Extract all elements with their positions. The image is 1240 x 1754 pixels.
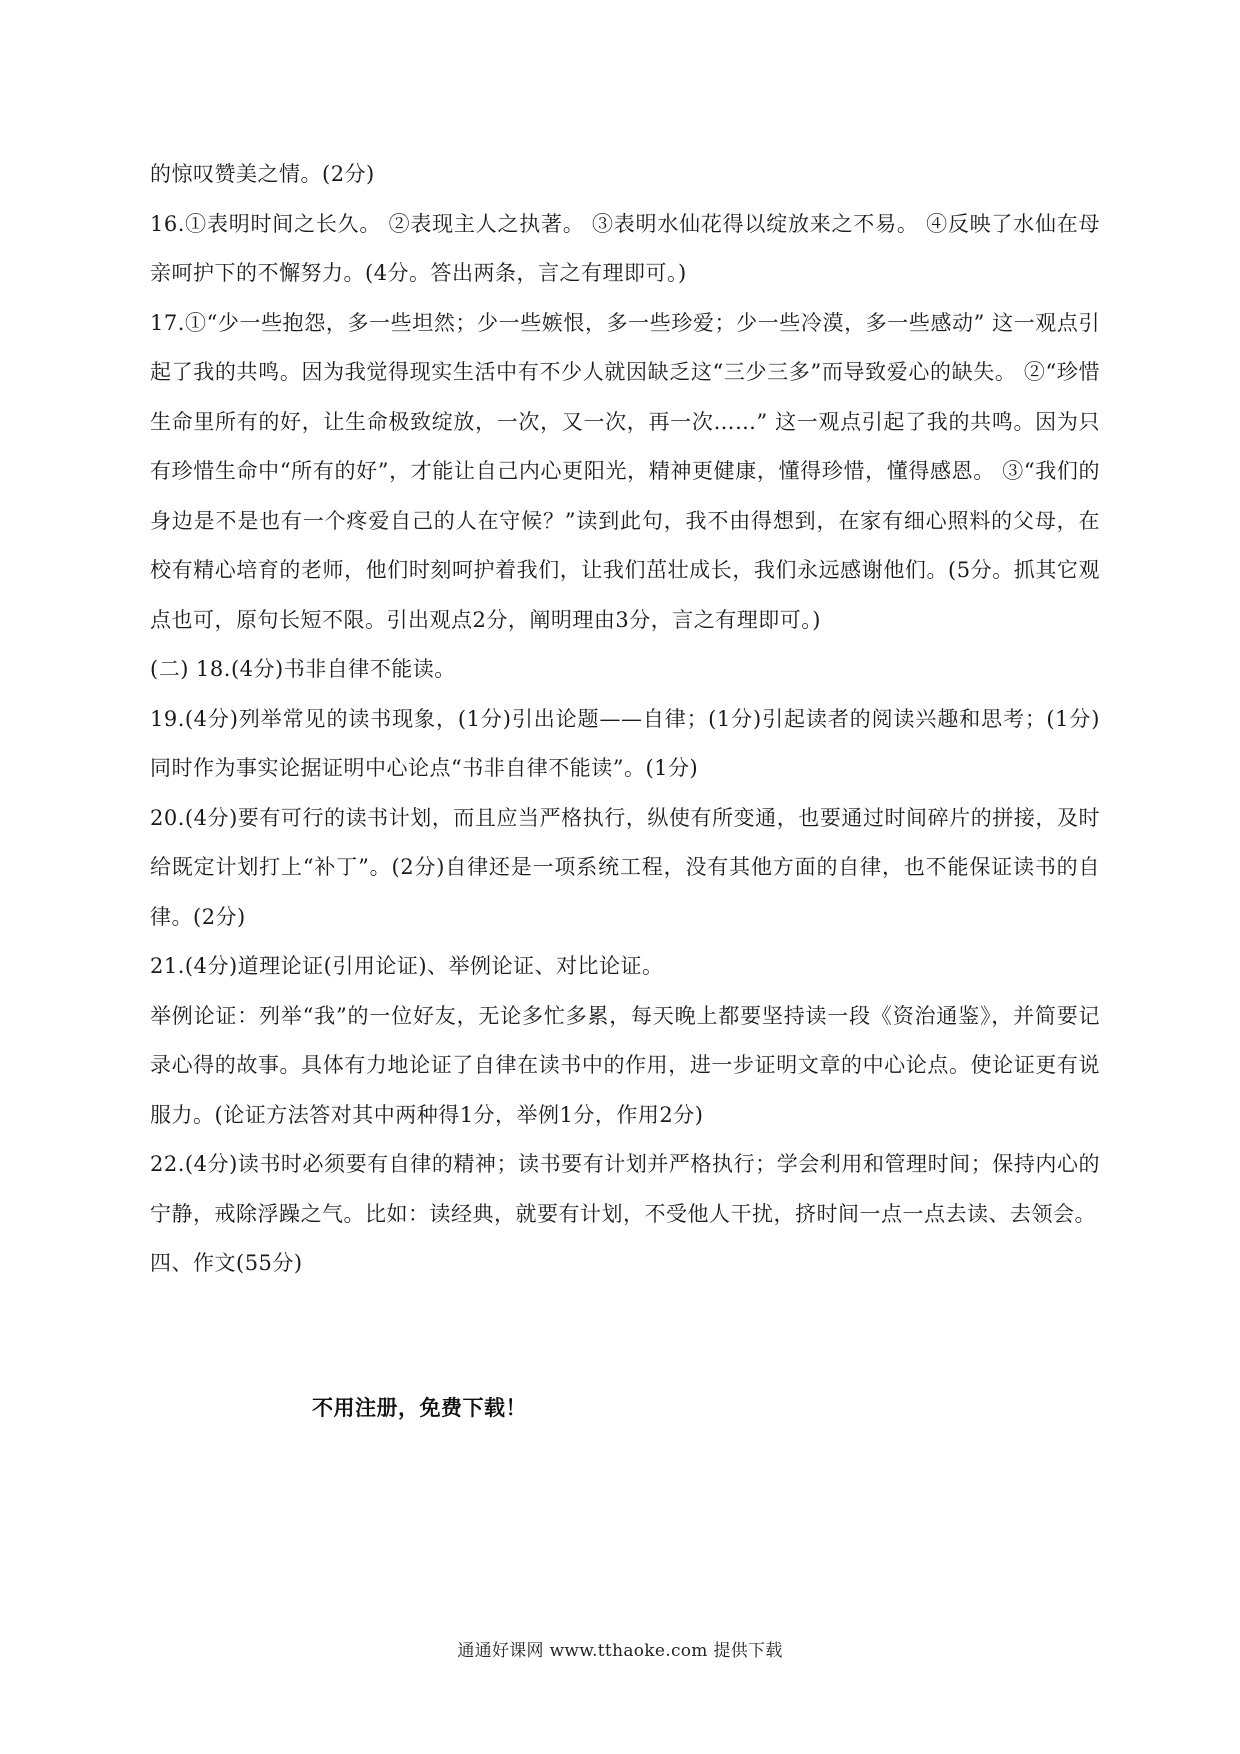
answer-19: 19.(4分)列举常见的读书现象，(1分)引出论题——自律；(1分)引起读者的阅读兴趣和思考；(1分)同时作为事实论据证明中心论点“书非自律不能读”。(1分) [150,706,1100,780]
answer-21: 21.(4分)道理论证(引用论证)、举例论证、对比论证。 [150,954,664,978]
section-heading-composition: 四、作文(55分) [150,1251,303,1275]
answer-content [150,150,1100,1289]
answer-20: 20.(4分)要有可行的读书计划，而且应当严格执行，纵使有所变通，也要通过时间碎片的拼接，及时给既定计划打上“补丁”。(2分)自律还是一项系统工程，没有其他方面的自律，也不能保证读书的自律。(2分) [150,805,1100,929]
answer-16: 16.①表明时间之长久。 ②表现主人之执著。 ③表明水仙花得以绽放来之不易。 ④反映了水仙在母亲呵护下的不懈努力。(4分。答出两条，言之有理即可。) [150,211,1100,285]
answer-18: (二) 18.(4分)书非自律不能读。 [150,657,456,681]
answer-paragraph: 的惊叹赞美之情。(2分) [150,162,375,186]
answer-17: 17.①“少一些抱怨，多一些坦然；少一些嫉恨，多一些珍爱；少一些冷漠，多一些感动” 这一观点引起了我的共鸣。因为我觉得现实生活中有不少人就因缺乏这“三少三多”而导致爱心的缺失。 ②“珍惜生命里所有的好，让生命极致绽放，一次，又一次，再一次……” 这一观点引起了我的共鸣。因为只有珍惜生命中“所有的好”，才能让自己内心更阳光，精神更健康，懂得珍惜，懂得感恩。 ③“我们的身边是不是也有一个疼爱自己的人在守候？”读到此句，我不由得想到，在家有细心照料的父母，在校有精心培育的老师，他们时刻呵护着我们，让我们茁壮成长，我们永远感谢他们。(5分。抓其它观点也可，原句长短不限。引出观点2分，阐明理由3分，言之有理即可。) [150,310,1100,632]
page-footer: 通通好课网 www.tthaoke.com 提供下载 [457,1641,783,1661]
answer-22: 22.(4分)读书时必须要有自律的精神；读书要有计划并严格执行；学会利用和管理时间；保持内心的宁静，戒除浮躁之气。比如：读经典，就要有计划，不受他人干扰，挤时间一点一点去读、去领会。 [150,1152,1100,1226]
promo-text: 不用注册，免费下载！ [312,1396,527,1420]
answer-21-example: 举例论证：列举“我”的一位好友，无论多忙多累，每天晚上都要坚持读一段《资治通鉴》，并简要记录心得的故事。具体有力地论证了自律在读书中的作用，进一步证明文章的中心论点。使论证更有说服力。(论证方法答对其中两种得1分，举例1分，作用2分) [150,1003,1100,1127]
